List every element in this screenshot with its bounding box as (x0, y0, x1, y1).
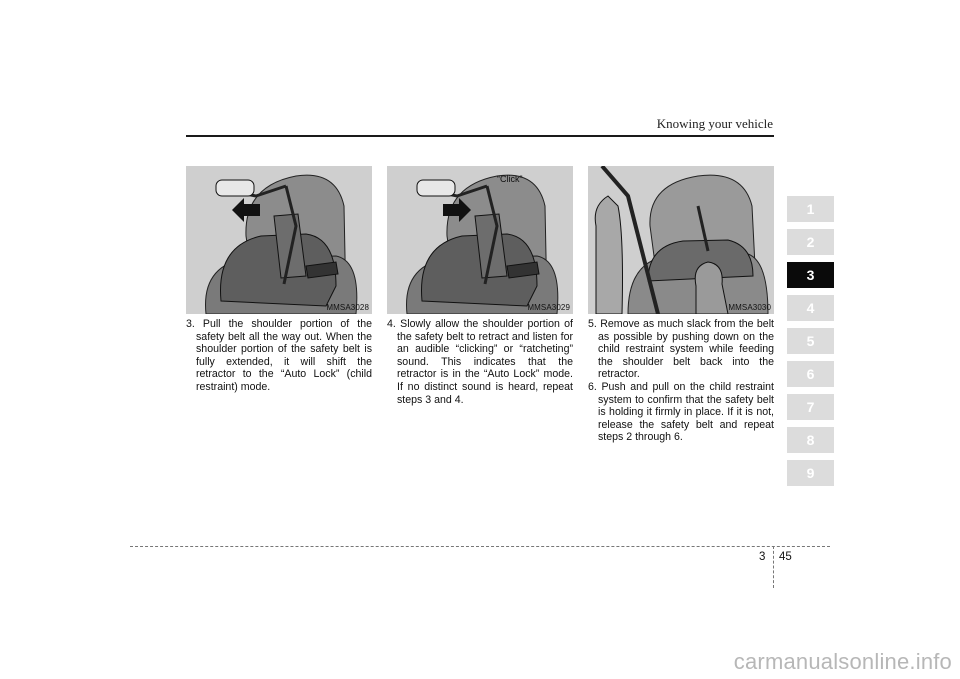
step-number: 5. (588, 318, 597, 330)
step-text: Remove as much slack from the belt as possible by pushing down on the child restraint system while feeding the shoulder belt back into the retractor. (598, 318, 774, 381)
step-5 (588, 318, 774, 381)
chapter-tab-1[interactable]: 1 (787, 196, 834, 222)
step-number: 4. (387, 318, 396, 330)
step-number: 6. (588, 380, 597, 393)
chapter-tab-9[interactable]: 9 (787, 460, 834, 486)
step-6 (588, 381, 774, 444)
instruction-column-3 (588, 318, 774, 444)
figure-code: MMSA3030 (728, 303, 771, 312)
chapter-tab-5[interactable]: 5 (787, 328, 834, 354)
chapter-tab-7[interactable]: 7 (787, 394, 834, 420)
chapter-tab-6[interactable]: 6 (787, 361, 834, 387)
page-number: 45 (779, 551, 792, 563)
chapter-tabs (787, 196, 834, 493)
child-seat-pull-belt-illustration (186, 166, 372, 314)
click-callout: “Click” (497, 174, 523, 184)
footer-divider (130, 546, 830, 547)
figure-1 (186, 166, 372, 314)
chapter-tab-8[interactable]: 8 (787, 427, 834, 453)
header-rule (186, 135, 774, 137)
footer-vertical-divider (773, 546, 774, 588)
instruction-column-2 (387, 318, 573, 406)
step-text: Push and pull on the child restraint system to confirm that the safety belt is holding it firmly in place. If it is not, release the safety belt and repeat steps 2 through 6. (598, 380, 774, 444)
instruction-column-1 (186, 318, 372, 394)
watermark: carmanualsonline.info (733, 649, 952, 674)
page-chapter-number: 3 (759, 551, 766, 563)
chapter-tab-3-active[interactable]: 3 (787, 262, 834, 288)
chapter-tab-2[interactable]: 2 (787, 229, 834, 255)
chapter-tab-4[interactable]: 4 (787, 295, 834, 321)
figure-3 (588, 166, 774, 314)
figure-2 (387, 166, 573, 314)
step-text: Slowly allow the shoulder portion of the safety belt to retract and listen for an audible “clicking” or “ratcheting” sound. This indicates that the retractor is in the “Auto Lock” mode. If no distinct sound is heard, repeat steps 3 and 4. (397, 318, 574, 406)
step-text: Pull the shoulder portion of the safety belt all the way out. When the shoulder portion of the safety belt is fully extended, it will shift the retractor to the “Auto Lock” (child restraint) mode. (196, 318, 372, 393)
figure-code: MMSA3029 (527, 303, 570, 312)
child-seat-retract-belt-illustration (387, 166, 573, 314)
step-3 (186, 318, 372, 394)
child-seat-remove-slack-illustration (588, 166, 774, 314)
figure-code: MMSA3028 (326, 303, 369, 312)
step-4 (387, 318, 573, 406)
step-number: 3. (186, 318, 195, 330)
section-title: Knowing your vehicle (656, 116, 773, 131)
